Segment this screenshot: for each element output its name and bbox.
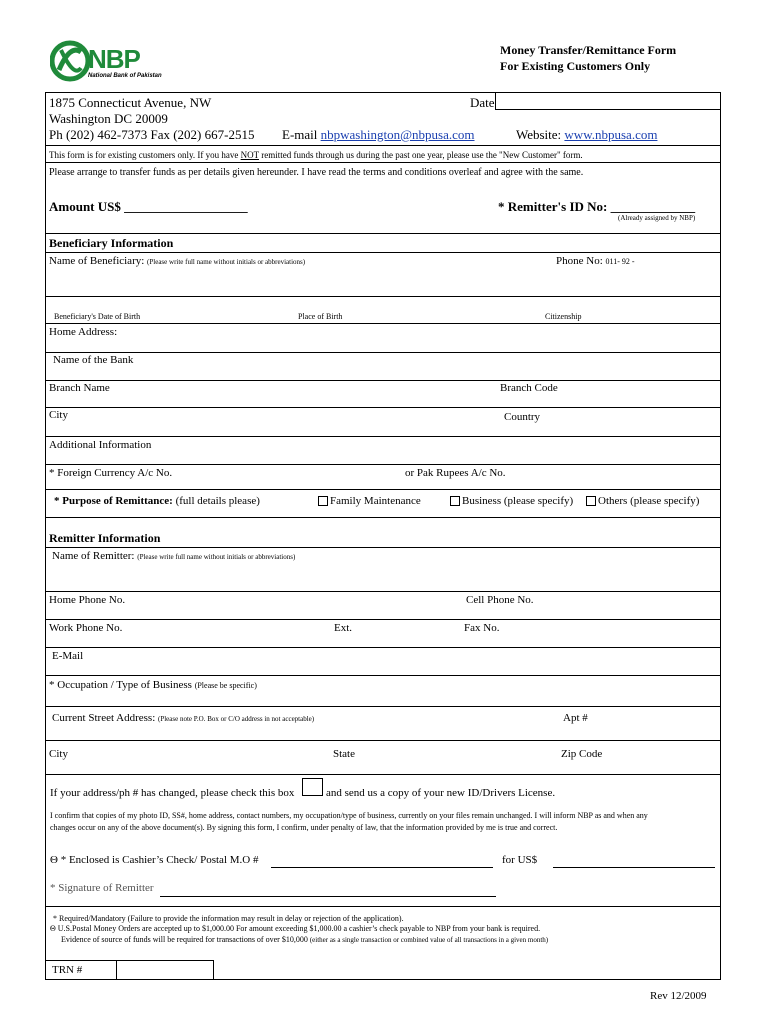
beneficiary-pob-field[interactable]: Place of Birth	[298, 312, 343, 321]
address-changed-followup: and send us a copy of your new ID/Drivers License.	[326, 787, 556, 799]
divider	[45, 323, 721, 324]
divider	[45, 675, 721, 676]
arrange-notice: Please arrange to transfer funds as per details given hereunder. I have read the terms and conditions overleaf and agree with the same.	[49, 167, 584, 178]
divider	[45, 619, 721, 620]
email-field[interactable]: E-Mail	[52, 650, 84, 662]
apt-field[interactable]: Apt #	[563, 712, 588, 724]
purpose-of-remittance	[54, 496, 260, 507]
divider	[45, 906, 721, 907]
branch-code-field[interactable]: Branch Code	[500, 382, 558, 394]
divider	[45, 464, 721, 465]
bank-name-field[interactable]: Name of the Bank	[53, 354, 134, 366]
divider	[45, 591, 721, 592]
address-changed-text: If your address/ph # has changed, please check this box	[50, 787, 295, 799]
for-us-amount-input[interactable]	[553, 867, 715, 868]
signature-input[interactable]	[160, 896, 496, 897]
beneficiary-phone-prefix: 011- 92 -	[605, 257, 635, 266]
confirmation-line1: I confirm that copies of my photo ID, SS#, home address, contact numbers, my occupation/type of business, currently on your files remain unchanged. I will inform NBP as and when any	[50, 811, 648, 820]
business-checkbox[interactable]	[450, 496, 460, 506]
branch-name-field[interactable]: Branch Name	[49, 382, 110, 394]
email-label: E-mail	[282, 127, 321, 142]
source-of-funds-main: Evidence of source of funds will be required for transactions of over $10,000	[61, 935, 308, 944]
divider	[45, 233, 721, 234]
cashier-check-label: Θ * Enclosed is Cashier’s Check/ Postal M.O #	[50, 854, 259, 866]
beneficiary-heading: Beneficiary Information	[49, 236, 174, 250]
divider	[45, 162, 721, 163]
divider	[45, 436, 721, 437]
beneficiary-name-label: Name of Beneficiary:	[49, 255, 145, 267]
divider	[45, 706, 721, 707]
divider	[45, 517, 721, 518]
website-label: Website:	[516, 127, 565, 142]
ext-field[interactable]: Ext.	[334, 622, 353, 634]
money-order-note: Θ U.S.Postal Money Orders are accepted up to $1,000.00 For amount exceeding $1,000.00 a cashier’s check payable to NBP from your bank is required.	[50, 924, 541, 933]
confirmation-line2: changes occur on any of the above document(s). By signing this form, I confirm, under penalty of law, that the information provided by me is true and correct.	[50, 823, 558, 832]
cashier-check-input[interactable]	[271, 867, 493, 868]
others-label: Others (please specify)	[598, 495, 700, 507]
for-us-label: for US$	[502, 854, 538, 866]
beneficiary-name-note: (Please write full name without initials or abbreviations)	[147, 258, 306, 266]
fax-field[interactable]: Fax No.	[464, 622, 500, 634]
additional-info-field[interactable]: Additional Information	[49, 439, 152, 451]
nbp-logo-emblem-icon	[50, 38, 90, 84]
business-label: Business (please specify)	[462, 495, 574, 507]
nbp-logo	[50, 38, 170, 88]
date-label: Date	[470, 95, 495, 110]
divider	[45, 740, 721, 741]
state-field[interactable]: State	[333, 748, 355, 760]
amount-field[interactable]: Amount US$ ___________________	[49, 199, 248, 214]
divider	[45, 489, 721, 490]
beneficiary-phone-field[interactable]	[556, 256, 635, 267]
remitter-id-field[interactable]: * Remitter's ID No: _____________	[498, 199, 696, 214]
family-maintenance-label: Family Maintenance	[330, 495, 421, 507]
divider	[45, 647, 721, 648]
pak-rupees-ac-field[interactable]: or Pak Rupees A/c No.	[405, 467, 506, 479]
trn-input[interactable]	[117, 961, 213, 979]
divider	[45, 296, 721, 297]
street-address-label: Current Street Address:	[52, 712, 156, 724]
date-field[interactable]	[495, 92, 721, 110]
purpose-label: * Purpose of Remittance:	[54, 495, 173, 507]
work-phone-field[interactable]: Work Phone No.	[49, 622, 123, 634]
beneficiary-city-field[interactable]: City	[49, 409, 68, 421]
beneficiary-phone-label: Phone No:	[556, 255, 603, 267]
divider	[45, 380, 721, 381]
divider	[45, 547, 721, 548]
remitter-city-field[interactable]: City	[49, 748, 68, 760]
divider	[45, 252, 721, 253]
beneficiary-name-field[interactable]	[49, 256, 305, 267]
source-of-funds-note	[61, 936, 548, 944]
remitter-name-note: (Please write full name without initials or abbreviations)	[137, 553, 296, 561]
family-maintenance-checkbox[interactable]	[318, 496, 328, 506]
logo-name: NBP	[88, 44, 140, 74]
occupation-note: (Please be specific)	[194, 681, 257, 690]
home-phone-field[interactable]: Home Phone No.	[49, 594, 126, 606]
others-checkbox[interactable]	[586, 496, 596, 506]
beneficiary-country-field[interactable]: Country	[504, 411, 541, 423]
cell-phone-field[interactable]: Cell Phone No.	[466, 594, 534, 606]
beneficiary-dob-field[interactable]: Beneficiary's Date of Birth	[54, 312, 141, 321]
occupation-field[interactable]	[49, 680, 257, 691]
foreign-currency-ac-field[interactable]: * Foreign Currency A/c No.	[49, 467, 173, 479]
bank-phone-fax: Ph (202) 462-7373 Fax (202) 667-2515	[49, 127, 255, 142]
address-changed-checkbox[interactable]	[302, 778, 323, 796]
website-link[interactable]: www.nbpusa.com	[564, 127, 658, 142]
form-subtitle: For Existing Customers Only	[500, 59, 651, 73]
street-address-note: (Please note P.O. Box or C/O address in not acceptable)	[158, 715, 315, 723]
remitter-name-field[interactable]	[52, 551, 295, 562]
beneficiary-citizenship-field[interactable]: Citizenship	[545, 312, 582, 321]
trn-label: TRN #	[52, 964, 83, 976]
source-of-funds-detail: (either as a single transaction or combined value of all transactions in a given month)	[309, 936, 549, 944]
existing-notice-pre: This form is for existing customers only. If you have	[49, 150, 241, 160]
remitter-heading: Remitter Information	[49, 531, 161, 545]
signature-label: * Signature of Remitter	[50, 882, 154, 894]
bank-address-line2: Washington DC 20009	[49, 111, 168, 126]
zip-code-field[interactable]: Zip Code	[561, 748, 603, 760]
divider	[45, 407, 721, 408]
bank-website	[516, 128, 657, 141]
required-note: * Required/Mandatory (Failure to provide the information may result in delay or rejection of the application).	[53, 914, 404, 923]
bank-email	[282, 128, 475, 141]
existing-notice	[49, 151, 583, 160]
divider	[45, 774, 721, 775]
existing-notice-not: NOT	[240, 150, 259, 160]
remitter-id-note: (Already assigned by NBP)	[618, 214, 696, 222]
purpose-note: (full details please)	[175, 495, 260, 507]
logo-subtitle: National Bank of Pakistan	[88, 73, 162, 79]
form-title: Money Transfer/Remittance Form	[500, 43, 677, 57]
existing-notice-post: remitted funds through us during the past one year, please use the "New Customer" form.	[258, 150, 583, 160]
revision-label: Rev 12/2009	[650, 990, 707, 1002]
bank-address-line1: 1875 Connecticut Avenue, NW	[49, 95, 212, 110]
street-address-field[interactable]	[52, 713, 314, 724]
divider	[45, 352, 721, 353]
occupation-label: * Occupation / Type of Business	[49, 679, 192, 691]
remitter-name-label: Name of Remitter:	[52, 550, 135, 562]
divider	[45, 145, 721, 146]
email-link[interactable]: nbpwashington@nbpusa.com	[320, 127, 475, 142]
beneficiary-home-address-field[interactable]: Home Address:	[49, 326, 118, 338]
